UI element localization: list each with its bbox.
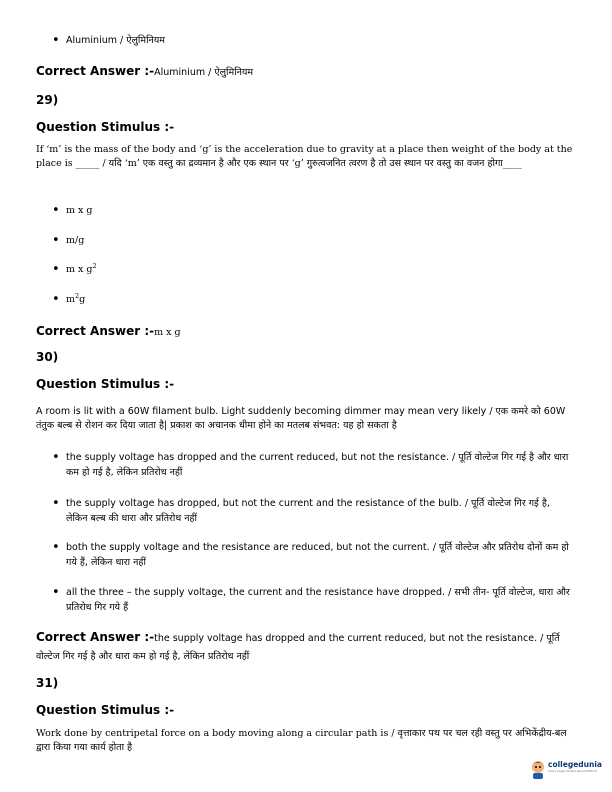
- option-text: the supply voltage has dropped and the current reduced, but not the resistance. / पूर्ति वोल्टेज गिर गई है और धारा कम हो गई है, लेकिन प्रतिरोध नहीं: [66, 452, 569, 478]
- bullet-icon: •: [52, 292, 60, 307]
- list-item: [52, 540, 572, 570]
- list-item: [52, 233, 572, 248]
- option-text: m/g: [66, 235, 85, 246]
- option-superscript: 2: [75, 292, 80, 300]
- option-suffix: g: [79, 294, 86, 305]
- option-superscript: 2: [92, 262, 97, 270]
- correct-answer-value: the supply voltage has dropped and the current reduced, but not the resistance. / पूर्ति वोल्टेज गिर गई है और धारा कम हो गई है, लेकिन प्रतिरोध नहीं: [36, 633, 560, 662]
- bullet-icon: •: [52, 496, 60, 511]
- question-number: 31): [36, 676, 59, 690]
- option-text: the supply voltage has dropped, but not the current and the resistance of the bulb. / पूर्ति वोल्टेज गिर गई है, लेकिन बल्ब की धारा और प्रतिरोध नहीं: [66, 498, 550, 524]
- correct-answer-label: Correct Answer :-: [36, 630, 155, 644]
- logo-tagline: India's largest Student Review Platform: [548, 770, 598, 773]
- question-stimulus-label: Question Stimulus :-: [36, 377, 175, 391]
- mascot-icon: [530, 760, 546, 780]
- bullet-icon: •: [52, 450, 60, 465]
- list-item: [52, 33, 572, 48]
- correct-answer-value: m x g: [154, 327, 181, 338]
- question-stimulus-label: Question Stimulus :-: [36, 703, 175, 717]
- list-item: [52, 292, 572, 308]
- option-text: m x g: [66, 205, 93, 216]
- correct-answer-label: Correct Answer :-: [36, 324, 155, 338]
- list-item: [52, 585, 572, 615]
- correct-answer: [36, 60, 576, 79]
- list-item: [52, 450, 572, 480]
- question-stimulus-label: Question Stimulus :-: [36, 120, 175, 134]
- list-item: [52, 203, 572, 218]
- collegedunia-logo: [530, 758, 604, 782]
- bullet-icon: •: [52, 540, 60, 555]
- option-text: all the three – the supply voltage, the current and the resistance have dropped. / सभी तीन- पूर्ति वोल्टेज, धारा और प्रतिरोध गिर गये हैं: [66, 587, 570, 613]
- bullet-icon: •: [52, 262, 60, 277]
- question-stimulus-text: If ‘m’ is the mass of the body and ‘g’ is the acceleration due to gravity at a place then weight of the body at the place is _____ / यदि ‘m’ एक वस्तु का द्रव्यमान है और एक स्थान पर ‘g’ गुरुत्वजनित त्वरण है तो उस स्थान पर वस्तु का वजन होगा____: [36, 144, 573, 169]
- question-number: 30): [36, 350, 59, 364]
- bullet-icon: •: [52, 203, 60, 218]
- bullet-icon: •: [52, 233, 60, 248]
- list-item: [52, 496, 572, 526]
- option-text: Aluminium / ऐलुमिनियम: [66, 35, 165, 46]
- correct-answer-label: Correct Answer :-: [36, 64, 155, 78]
- option-text: [66, 292, 572, 308]
- correct-answer: [36, 628, 576, 664]
- question-stimulus-text: Work done by centripetal force on a body moving along a circular path is / वृत्ताकार पथ पर चल रही वस्तु पर अभिकेंद्रीय-बल द्वारा किया गया कार्य होता है: [36, 728, 567, 753]
- option-base: m: [66, 294, 76, 305]
- question-stimulus-text: A room is lit with a 60W filament bulb. Light suddenly becoming dimmer may mean very likely / एक कमरे को 60W तंतुक बल्ब से रोशन कर दिया जाता है| प्रकाश का अचानक धीमा होने का मतलब संभवत: यह हो सकता है: [36, 406, 566, 431]
- option-text: both the supply voltage and the resistance are reduced, but not the current. / पूर्ति वोल्टेज और प्रतिरोध दोनों कम हो गये हैं, लेकिन धारा नहीं: [66, 542, 569, 568]
- option-base: m x g: [66, 264, 93, 275]
- question-number: 29): [36, 93, 59, 107]
- list-item: [52, 262, 572, 278]
- correct-answer-value: Aluminium / ऐलुमिनियम: [154, 67, 254, 78]
- option-text: [66, 262, 572, 278]
- logo-text: collegedunia: [548, 760, 602, 769]
- bullet-icon: •: [52, 33, 60, 48]
- bullet-icon: •: [52, 585, 60, 600]
- correct-answer: [36, 320, 576, 339]
